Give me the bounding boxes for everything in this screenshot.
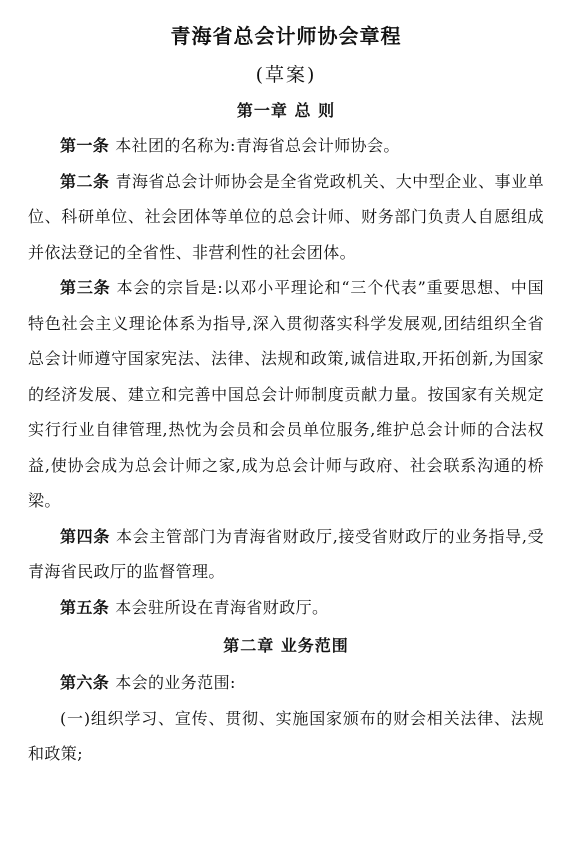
article-2 bbox=[28, 164, 544, 271]
article-text: 本会的业务范围: bbox=[115, 673, 236, 692]
article-text: 本会的宗旨是:以邓小平理论和“三个代表”重要思想、中国特色社会主义理论体系为指导,深入贯彻落实科学发展观,团结组织全省总会计师遵守国家宪法、法律、法规和政策,诚信进取,开拓创新,为国家的经济发展、建立和完善中国总会计师制度贡献力量。按国家有关规定实行行业自律管理,热忱为会员和会员单位服务,维护总会计师的合法权益,使协会成为总会计师之家,成为总会计师与政府、社会联系沟通的桥梁。 bbox=[28, 278, 544, 510]
chapter-2 bbox=[28, 635, 544, 772]
document-title: 青海省总会计师协会章程 bbox=[170, 24, 402, 48]
article-3 bbox=[28, 270, 544, 519]
list-item bbox=[28, 701, 544, 772]
article-1 bbox=[28, 128, 544, 164]
article-text: 青海省总会计师协会是全省党政机关、大中型企业、事业单位、科研单位、社会团体等单位的总会计师、财务部门负责人自愿组成并依法登记的全省性、非营利性的社会团体。 bbox=[28, 171, 545, 262]
article-5 bbox=[28, 590, 544, 626]
article-text: 本社团的名称为:青海省总会计师协会。 bbox=[115, 136, 400, 155]
article-label: 第六条 bbox=[60, 673, 110, 692]
article-label: 第三条 bbox=[60, 278, 111, 297]
chapter-heading: 第一章 总 则 bbox=[236, 101, 336, 120]
list-item-text: (一)组织学习、宣传、贯彻、实施国家颁布的财会相关法律、法规和政策; bbox=[28, 708, 544, 763]
article-text: 本会主管部门为青海省财政厅,接受省财政厅的业务指导,受青海省民政厅的监督管理。 bbox=[28, 526, 544, 581]
article-label: 第一条 bbox=[60, 136, 110, 155]
article-label: 第二条 bbox=[60, 171, 110, 191]
article-6 bbox=[28, 665, 544, 701]
article-text: 本会驻所设在青海省财政厅。 bbox=[115, 597, 329, 617]
article-label: 第五条 bbox=[60, 597, 110, 617]
chapter-heading: 第二章 业务范围 bbox=[223, 636, 349, 655]
document-subtitle: (草案) bbox=[255, 64, 317, 86]
chapter-1 bbox=[28, 100, 544, 625]
article-label: 第四条 bbox=[60, 526, 111, 546]
article-4 bbox=[28, 519, 544, 590]
